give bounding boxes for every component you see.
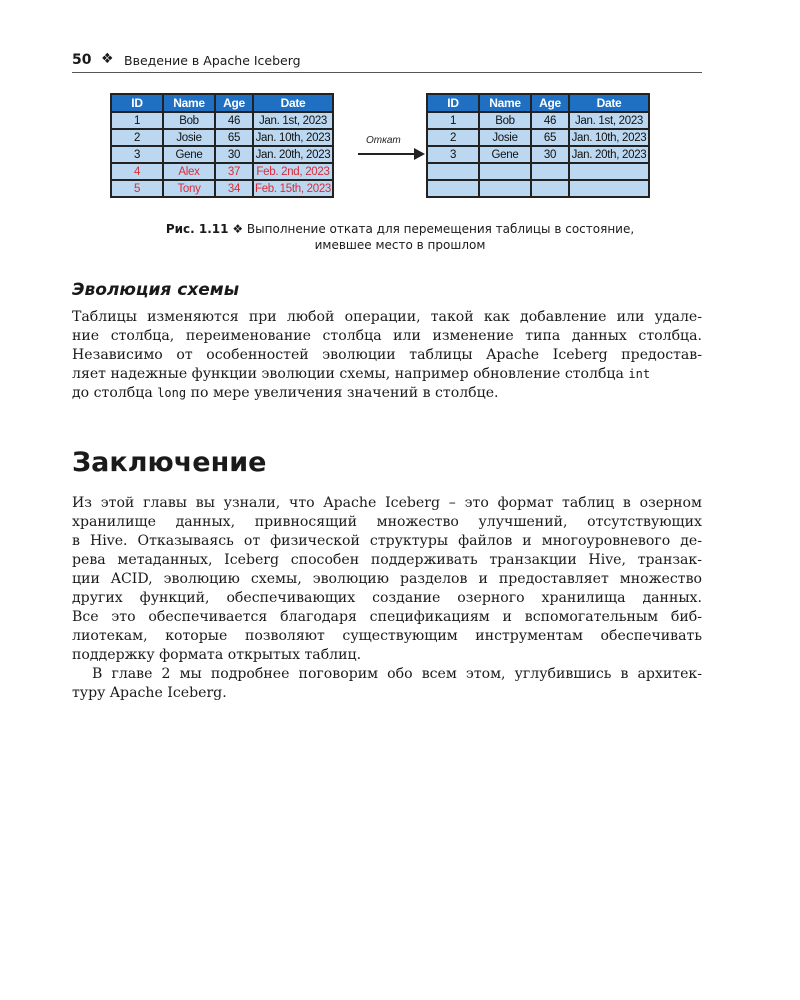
column-header: Age <box>531 94 569 112</box>
table-cell: Gene <box>479 146 531 163</box>
column-header: Name <box>479 94 531 112</box>
caption-text: Выполнение отката для перемещения таблицы в состояние, <box>246 222 635 236</box>
table-cell: 30 <box>531 146 569 163</box>
table-cell: Feb. 2nd, 2023 <box>253 163 333 180</box>
section-heading: Эволюция схемы <box>72 280 240 300</box>
column-header: Name <box>163 94 215 112</box>
text-line: ляет надежные функции эволюции схемы, например обновление столбца int <box>72 366 651 382</box>
table-cell: 46 <box>531 112 569 129</box>
table-row <box>111 129 333 146</box>
text-line: хранилище данных, привносящий множество улучшений, отсутствующих <box>72 514 702 530</box>
right-arrow-icon <box>358 153 416 155</box>
text-line: Все это обеспечивается благодаря спецификациям и вспомогательным биб- <box>72 609 702 625</box>
table-cell <box>427 180 479 197</box>
header-diamond-icon: ❖ <box>101 51 114 67</box>
table-cell: 65 <box>215 129 253 146</box>
table-cell: 5 <box>111 180 163 197</box>
table-cell: 3 <box>111 146 163 163</box>
text-line: в Hive. Отказываясь от физической структуры файлов и многоуровневого де- <box>72 533 702 549</box>
text-line: поддержку формата открытых таблиц. <box>72 647 362 663</box>
table-row <box>427 146 649 163</box>
caption-diamond-icon: ❖ <box>232 222 244 236</box>
table-cell: Jan. 1st, 2023 <box>569 112 649 129</box>
table-cell: 46 <box>215 112 253 129</box>
table-cell: 34 <box>215 180 253 197</box>
text-line: туру Apache Iceberg. <box>72 685 227 701</box>
table-row <box>427 112 649 129</box>
arrow-head-icon <box>414 148 425 160</box>
text-line: лиотекам, которые позволяют существующим инструментам обеспечивать <box>72 628 702 644</box>
column-header: Age <box>215 94 253 112</box>
text-line: Независимо от особенностей эволюции таблицы Apache Iceberg предостав- <box>72 347 702 363</box>
after-table <box>426 93 650 198</box>
table-cell: 1 <box>111 112 163 129</box>
caption-text: имевшее место в прошлом <box>314 238 486 252</box>
column-header: Date <box>253 94 333 112</box>
empty-row <box>427 163 649 180</box>
table-cell: Jan. 1st, 2023 <box>253 112 333 129</box>
chapter-heading: Заключение <box>72 447 267 478</box>
header-title: Введение в Apache Iceberg <box>124 53 301 68</box>
table-cell: Gene <box>163 146 215 163</box>
text-line: рева метаданных, Iceberg способен поддерживать транзакции Hive, транзак- <box>72 552 702 568</box>
table-cell: Tony <box>163 180 215 197</box>
table-cell <box>479 163 531 180</box>
text-line: ние столбца, переименование столбца или изменение типа данных столбца. <box>72 328 702 344</box>
conclusion-paragraph-2 <box>72 665 702 703</box>
table-cell: Josie <box>163 129 215 146</box>
rolled-back-row <box>111 163 333 180</box>
arrow-label: Откат <box>366 135 401 146</box>
table-cell: 2 <box>111 129 163 146</box>
table-row <box>427 129 649 146</box>
column-header: ID <box>111 94 163 112</box>
text-line: Из этой главы вы узнали, что Apache Iceberg – это формат таблиц в озерном <box>72 495 702 511</box>
table-cell <box>479 180 531 197</box>
table-cell: 37 <box>215 163 253 180</box>
table-cell: 1 <box>427 112 479 129</box>
table-cell <box>569 163 649 180</box>
table-cell: Jan. 20th, 2023 <box>569 146 649 163</box>
table-cell: Josie <box>479 129 531 146</box>
column-header: ID <box>427 94 479 112</box>
table-cell <box>531 180 569 197</box>
text-line: до столбца long по мере увеличения значений в столбце. <box>72 385 499 401</box>
conclusion-paragraph-1 <box>72 494 702 665</box>
table-cell: Jan. 20th, 2023 <box>253 146 333 163</box>
rollback-figure <box>110 93 665 211</box>
rolled-back-row <box>111 180 333 197</box>
page-number: 50 <box>72 52 92 68</box>
table-cell: Alex <box>163 163 215 180</box>
text-line: В главе 2 мы подробнее поговорим обо всем этом, углубившись в архитек- <box>92 666 702 682</box>
table-cell: 3 <box>427 146 479 163</box>
figure-caption <box>110 221 690 253</box>
table-cell: Jan. 10th, 2023 <box>253 129 333 146</box>
table-cell: Feb. 15th, 2023 <box>253 180 333 197</box>
table-cell <box>427 163 479 180</box>
table-cell <box>569 180 649 197</box>
table-cell: 2 <box>427 129 479 146</box>
column-header: Date <box>569 94 649 112</box>
text-line: Таблицы изменяются при любой операции, такой как добавление или удале- <box>72 309 702 325</box>
table-row <box>111 112 333 129</box>
table-cell: Jan. 10th, 2023 <box>569 129 649 146</box>
table-cell: 4 <box>111 163 163 180</box>
section-paragraph <box>72 308 702 403</box>
table-cell: 65 <box>531 129 569 146</box>
table-cell: Bob <box>479 112 531 129</box>
empty-row <box>427 180 649 197</box>
caption-label: Рис. 1.11 <box>165 222 229 236</box>
code-long: long <box>157 386 187 400</box>
table-row <box>111 146 333 163</box>
code-int: int <box>628 367 651 381</box>
running-header <box>72 50 702 73</box>
table-cell <box>531 163 569 180</box>
table-cell: Bob <box>163 112 215 129</box>
text-line: ции ACID, эволюцию схемы, эволюцию разделов и предоставляет множество <box>72 571 702 587</box>
text-line: других функций, обеспечивающих создание озерного хранилища данных. <box>72 590 702 606</box>
before-table <box>110 93 334 198</box>
table-cell: 30 <box>215 146 253 163</box>
